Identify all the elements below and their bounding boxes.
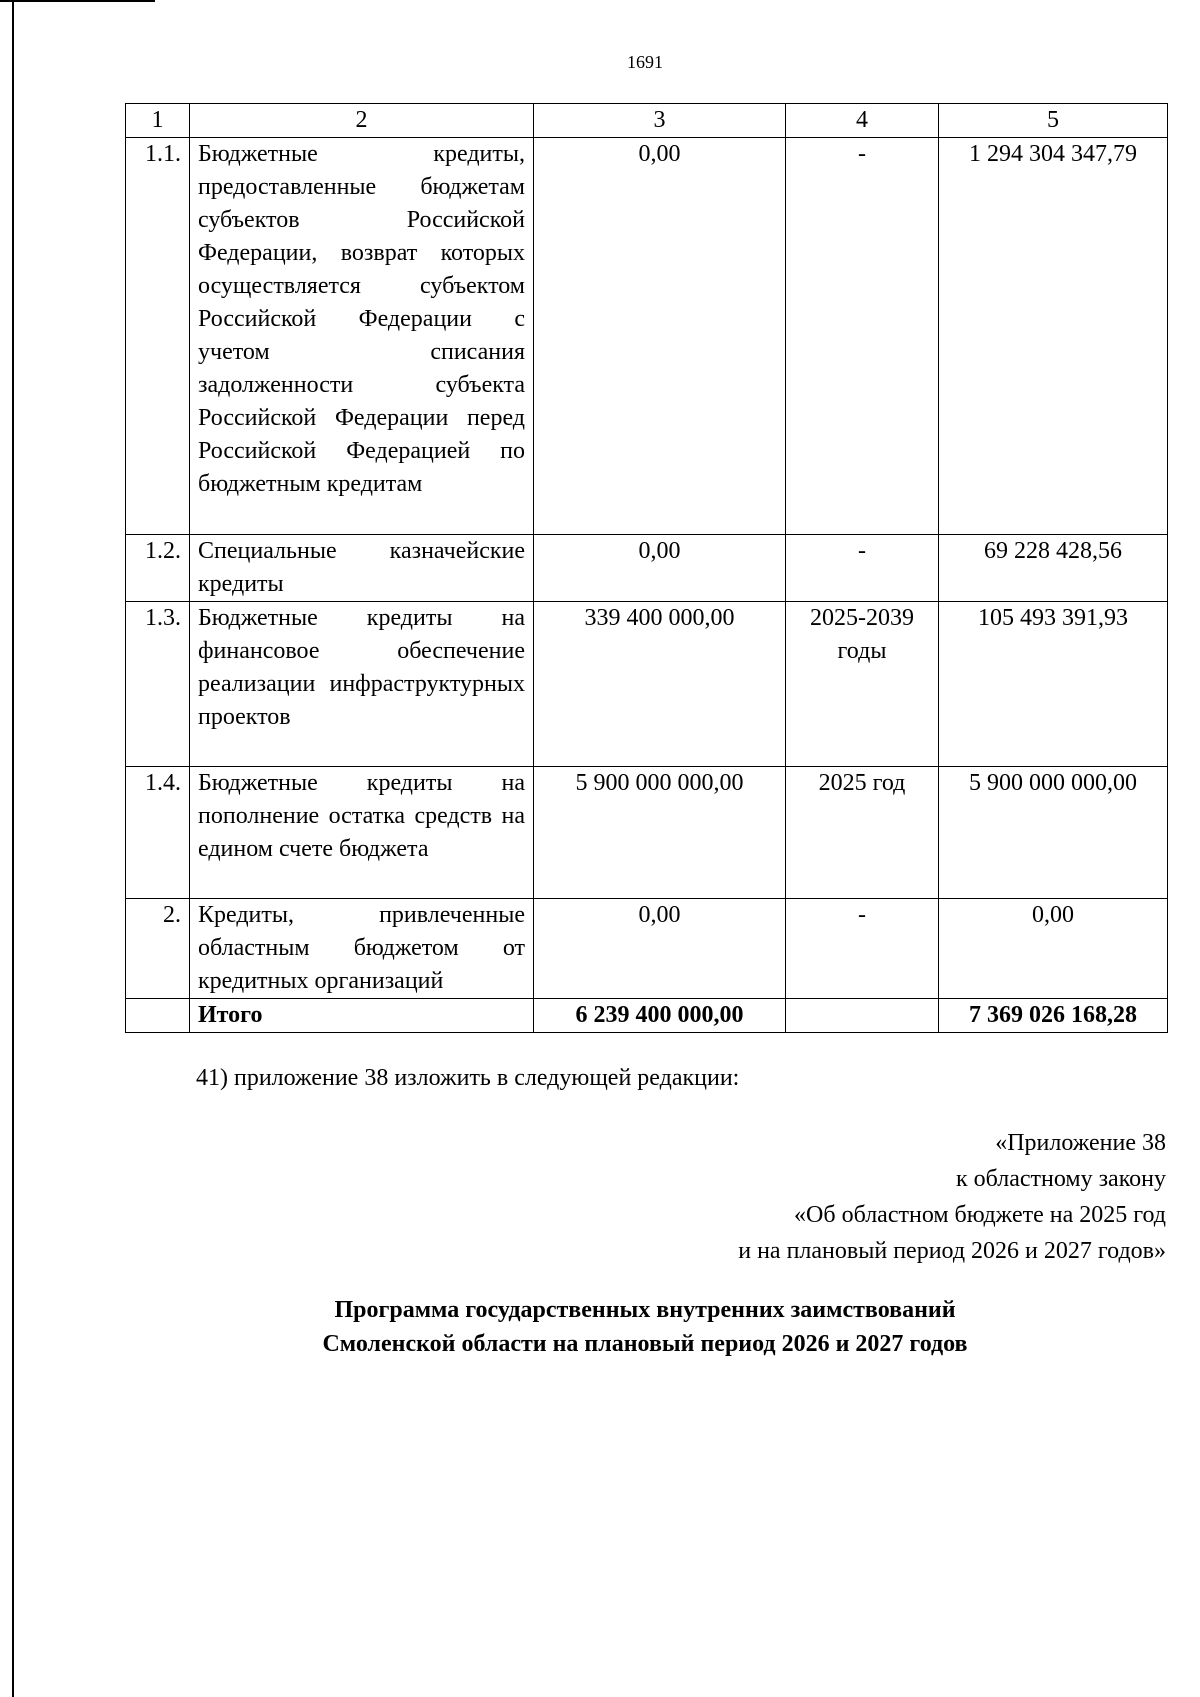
row-term-col4: - [786,899,939,999]
total-label: Итого [190,999,534,1033]
appendix-line: к областному закону [955,1166,1166,1192]
row-term-col4: 2025 год [786,767,939,899]
row-amount-col3: 0,00 [534,899,786,999]
total-amount-col3: 6 239 400 000,00 [534,999,786,1033]
top-border-line [0,0,155,2]
table-row [126,535,1168,602]
table-total-row [126,999,1168,1033]
table-row [126,602,1168,767]
page-number: 1691 [627,52,663,72]
total-number-cell [126,999,190,1033]
document-title [0,1293,1200,1361]
appendix-line: «Об областном бюджете на 2025 год [794,1202,1166,1228]
row-term-col4: 2025-2039 годы [786,602,939,767]
row-amount-col5: 69 228 428,56 [939,535,1168,602]
row-amount-col3: 0,00 [534,535,786,602]
appendix-line: «Приложение 38 [995,1130,1166,1156]
table-row [126,767,1168,899]
header-cell: 4 [786,104,939,138]
row-amount-col3: 0,00 [534,138,786,535]
table-row [126,899,1168,999]
row-amount-col5: 5 900 000 000,00 [939,767,1168,899]
row-amount-col5: 105 493 391,93 [939,602,1168,767]
row-number: 1.1. [126,138,190,535]
header-cell: 1 [126,104,190,138]
row-number: 1.4. [126,767,190,899]
row-number: 1.2. [126,535,190,602]
title-line: Смоленской области на плановый период 2026 и 2027 годов [322,1331,968,1357]
row-number: 2. [126,899,190,999]
row-amount-col5: 0,00 [939,899,1168,999]
header-cell: 5 [939,104,1168,138]
row-amount-col5: 1 294 304 347,79 [939,138,1168,535]
left-border-line [12,0,14,1697]
row-term-col4: - [786,535,939,602]
appendix-heading [738,1125,1166,1269]
row-name: Бюджетные кредиты, предоставленные бюджетам субъектов Российской Федерации, возврат которых осуществляется субъектом Российской Федерации с учетом списания задолженности субъекта Российской Федерации перед Российской Федерацией по бюджетным кредитам [190,138,534,535]
header-cell: 3 [534,104,786,138]
title-line: Программа государственных внутренних заимствований [334,1297,956,1323]
row-number: 1.3. [126,602,190,767]
row-name: Бюджетные кредиты на пополнение остатка средств на едином счете бюджета [190,767,534,899]
row-amount-col3: 339 400 000,00 [534,602,786,767]
row-name: Бюджетные кредиты на финансовое обеспечение реализации инфраструктурных проектов [190,602,534,767]
total-term-col4 [786,999,939,1033]
amendment-instruction: 41) приложение 38 изложить в следующей редакции: [196,1065,740,1091]
appendix-line: и на плановый период 2026 и 2027 годов» [738,1238,1166,1264]
table-row [126,138,1168,535]
row-amount-col3: 5 900 000 000,00 [534,767,786,899]
table-header-row [126,104,1168,138]
row-name: Кредиты, привлеченные областным бюджетом от кредитных организаций [190,899,534,999]
row-name: Специальные казначейские кредиты [190,535,534,602]
header-cell: 2 [190,104,534,138]
row-term-col4: - [786,138,939,535]
borrowings-table [125,103,1168,1033]
total-amount-col5: 7 369 026 168,28 [939,999,1168,1033]
